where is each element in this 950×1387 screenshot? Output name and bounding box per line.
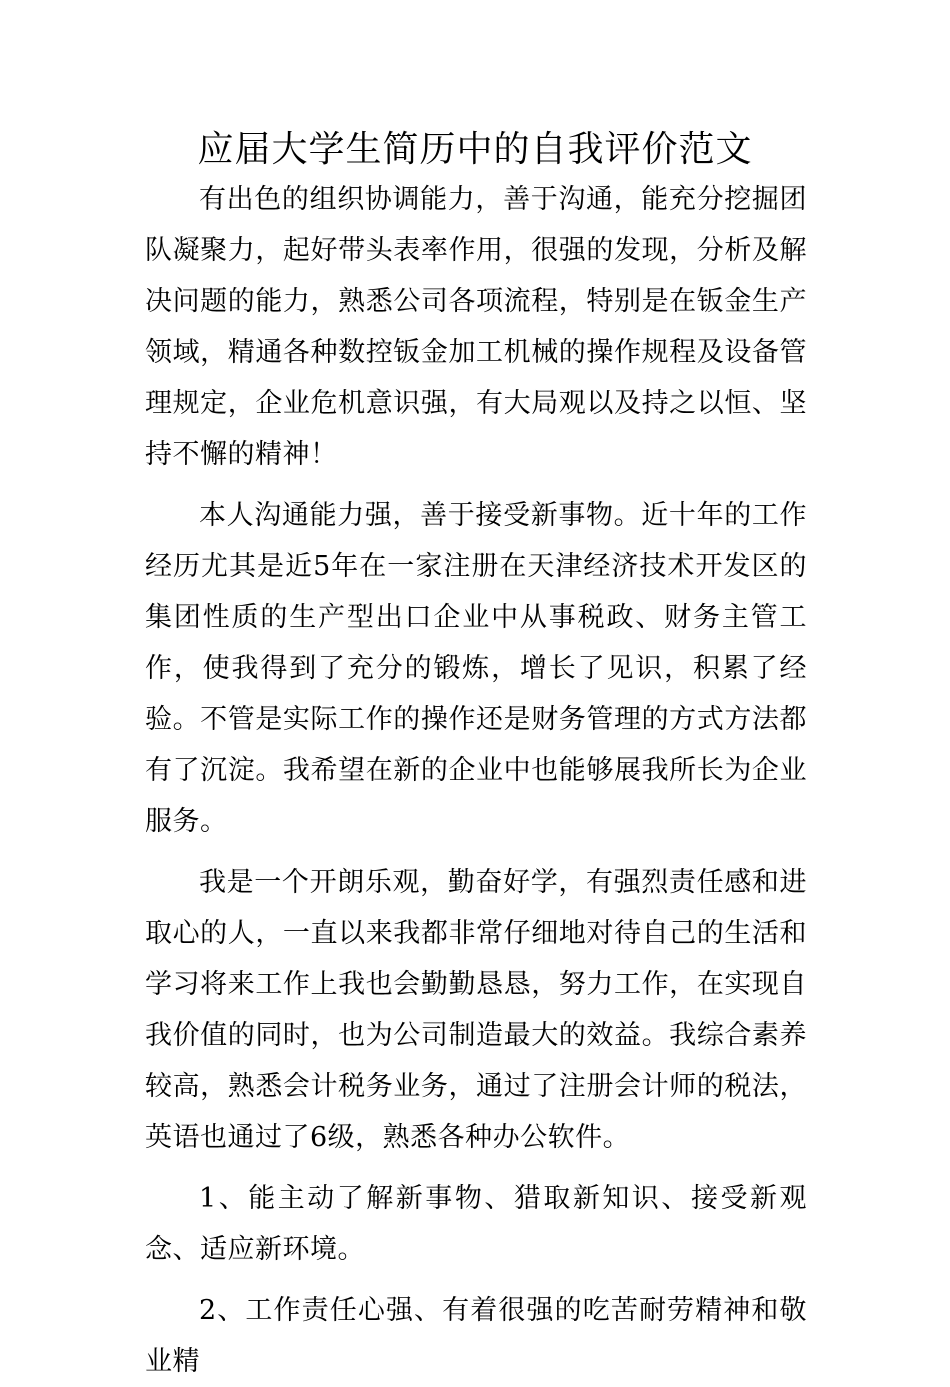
paragraph-2: 本人沟通能力强，善于接受新事物。近十年的工作经历尤其是近5年在一家注册在天津经济技术开发区的集团性质的生产型出口企业中从事税政、财务主管工作，使我得到了充分的锻炼，增长了见识，积累了经验。不管是实际工作的操作还是财务管理的方式方法都有了沉淀。我希望在新的企业中也能够展我所长为企业服务。 — [145, 500, 807, 837]
paragraph-1: 有出色的组织协调能力，善于沟通，能充分挖掘团队凝聚力，起好带头表率作用，很强的发现，分析及解决问题的能力，熟悉公司各项流程，特别是在钣金生产领域，精通各种数控钣金加工机械的操作规程及设备管理规定，企业危机意识强，有大局观以及持之以恒、坚持不懈的精神！ — [145, 184, 807, 470]
document-body — [145, 174, 807, 1387]
list-item-1: 1、能主动了解新事物、猎取新知识、接受新观念、适应新环境。 — [145, 1183, 807, 1265]
page-title: 应届大学生简历中的自我评价范文 — [197, 129, 753, 170]
paragraph-3: 我是一个开朗乐观，勤奋好学，有强烈责任感和进取心的人，一直以来我都非常仔细地对待自己的生活和学习将来工作上我也会勤勤恳恳，努力工作，在实现自我价值的同时，也为公司制造最大的效益。我综合素养较高，熟悉会计税务业务，通过了注册会计师的税法，英语也通过了6级，熟悉各种办公软件。 — [145, 867, 807, 1153]
list-item-2: 2、工作责任心强、有着很强的吃苦耐劳精神和敬业精 — [145, 1295, 807, 1377]
